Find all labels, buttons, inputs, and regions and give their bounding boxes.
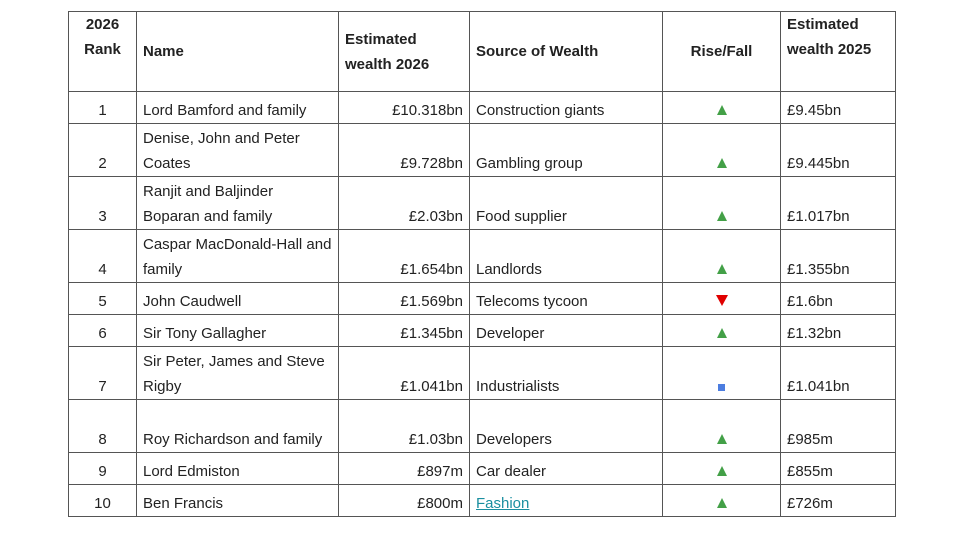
rise-fall-cell: [663, 92, 781, 124]
source-cell: Telecoms tycoon: [470, 283, 663, 315]
wealth-2025-cell: £1.017bn: [781, 177, 896, 230]
rank-cell: 1: [69, 92, 137, 124]
rise-fall-cell: [663, 485, 781, 517]
header-name: Name: [137, 12, 339, 92]
rank-cell: 5: [69, 283, 137, 315]
source-cell: Gambling group: [470, 124, 663, 177]
source-cell: Landlords: [470, 230, 663, 283]
triangle-down-icon: [716, 295, 728, 306]
table-row: [69, 453, 896, 485]
table-row: [69, 230, 896, 283]
rank-cell: 9: [69, 453, 137, 485]
name-cell: Denise, John and Peter Coates: [137, 124, 339, 177]
wealth-2026-cell: £800m: [339, 485, 470, 517]
rise-fall-cell: [663, 400, 781, 453]
square-icon: [718, 384, 725, 391]
wealth-2025-cell: £1.6bn: [781, 283, 896, 315]
rank-cell: 4: [69, 230, 137, 283]
header-source: Source of Wealth: [470, 12, 663, 92]
wealth-2025-cell: £1.041bn: [781, 347, 896, 400]
wealth-2026-cell: £1.041bn: [339, 347, 470, 400]
table-row: [69, 283, 896, 315]
name-cell: Sir Tony Gallagher: [137, 315, 339, 347]
wealth-2025-cell: £1.355bn: [781, 230, 896, 283]
rank-cell: 2: [69, 124, 137, 177]
table-row: [69, 92, 896, 124]
name-cell: Caspar MacDonald-Hall and family: [137, 230, 339, 283]
triangle-up-icon: [717, 211, 727, 221]
wealth-2026-cell: £10.318bn: [339, 92, 470, 124]
wealth-2026-cell: £1.345bn: [339, 315, 470, 347]
triangle-up-icon: [717, 466, 727, 476]
wealth-2026-cell: £2.03bn: [339, 177, 470, 230]
name-cell: Lord Edmiston: [137, 453, 339, 485]
name-cell: Roy Richardson and family: [137, 400, 339, 453]
wealth-2025-cell: £9.445bn: [781, 124, 896, 177]
wealth-2025-cell: £985m: [781, 400, 896, 453]
rise-fall-cell: [663, 347, 781, 400]
triangle-up-icon: [717, 105, 727, 115]
triangle-up-icon: [717, 434, 727, 444]
source-link[interactable]: Fashion: [476, 495, 530, 512]
wealth-2026-cell: £897m: [339, 453, 470, 485]
name-cell: Ben Francis: [137, 485, 339, 517]
name-cell: Ranjit and Baljinder Boparan and family: [137, 177, 339, 230]
table-row: [69, 315, 896, 347]
header-wealth-2026: Estimated wealth 2026: [339, 12, 470, 92]
table-row: [69, 485, 896, 517]
rise-fall-cell: [663, 177, 781, 230]
name-cell: Lord Bamford and family: [137, 92, 339, 124]
source-cell: Construction giants: [470, 92, 663, 124]
rank-cell: 8: [69, 400, 137, 453]
source-cell: Industrialists: [470, 347, 663, 400]
header-wealth-2025: Estimated wealth 2025: [781, 12, 896, 92]
table-row: [69, 177, 896, 230]
name-cell: John Caudwell: [137, 283, 339, 315]
wealth-2025-cell: £1.32bn: [781, 315, 896, 347]
triangle-up-icon: [717, 498, 727, 508]
rank-cell: 3: [69, 177, 137, 230]
wealth-2025-cell: £855m: [781, 453, 896, 485]
rise-fall-cell: [663, 283, 781, 315]
rise-fall-cell: [663, 230, 781, 283]
rank-cell: 10: [69, 485, 137, 517]
table-header-row: [69, 12, 896, 92]
source-cell: Developers: [470, 400, 663, 453]
name-cell: Sir Peter, James and Steve Rigby: [137, 347, 339, 400]
rich-list-table-wrapper: [68, 11, 896, 517]
wealth-2026-cell: £1.03bn: [339, 400, 470, 453]
rise-fall-cell: [663, 315, 781, 347]
source-cell: Food supplier: [470, 177, 663, 230]
rise-fall-cell: [663, 124, 781, 177]
rank-cell: 6: [69, 315, 137, 347]
triangle-up-icon: [717, 264, 727, 274]
table-row: [69, 400, 896, 453]
source-cell: Car dealer: [470, 453, 663, 485]
rise-fall-cell: [663, 453, 781, 485]
triangle-up-icon: [717, 328, 727, 338]
wealth-2026-cell: £1.654bn: [339, 230, 470, 283]
table-body: [69, 92, 896, 517]
triangle-up-icon: [717, 158, 727, 168]
wealth-2025-cell: £726m: [781, 485, 896, 517]
rank-cell: 7: [69, 347, 137, 400]
table-row: [69, 347, 896, 400]
rich-list-table: [68, 11, 896, 517]
table-row: [69, 124, 896, 177]
source-cell: Developer: [470, 315, 663, 347]
source-cell: [470, 485, 663, 517]
wealth-2026-cell: £1.569bn: [339, 283, 470, 315]
header-rise-fall: Rise/Fall: [663, 12, 781, 92]
header-rank: 2026 Rank: [69, 12, 137, 92]
wealth-2025-cell: £9.45bn: [781, 92, 896, 124]
wealth-2026-cell: £9.728bn: [339, 124, 470, 177]
